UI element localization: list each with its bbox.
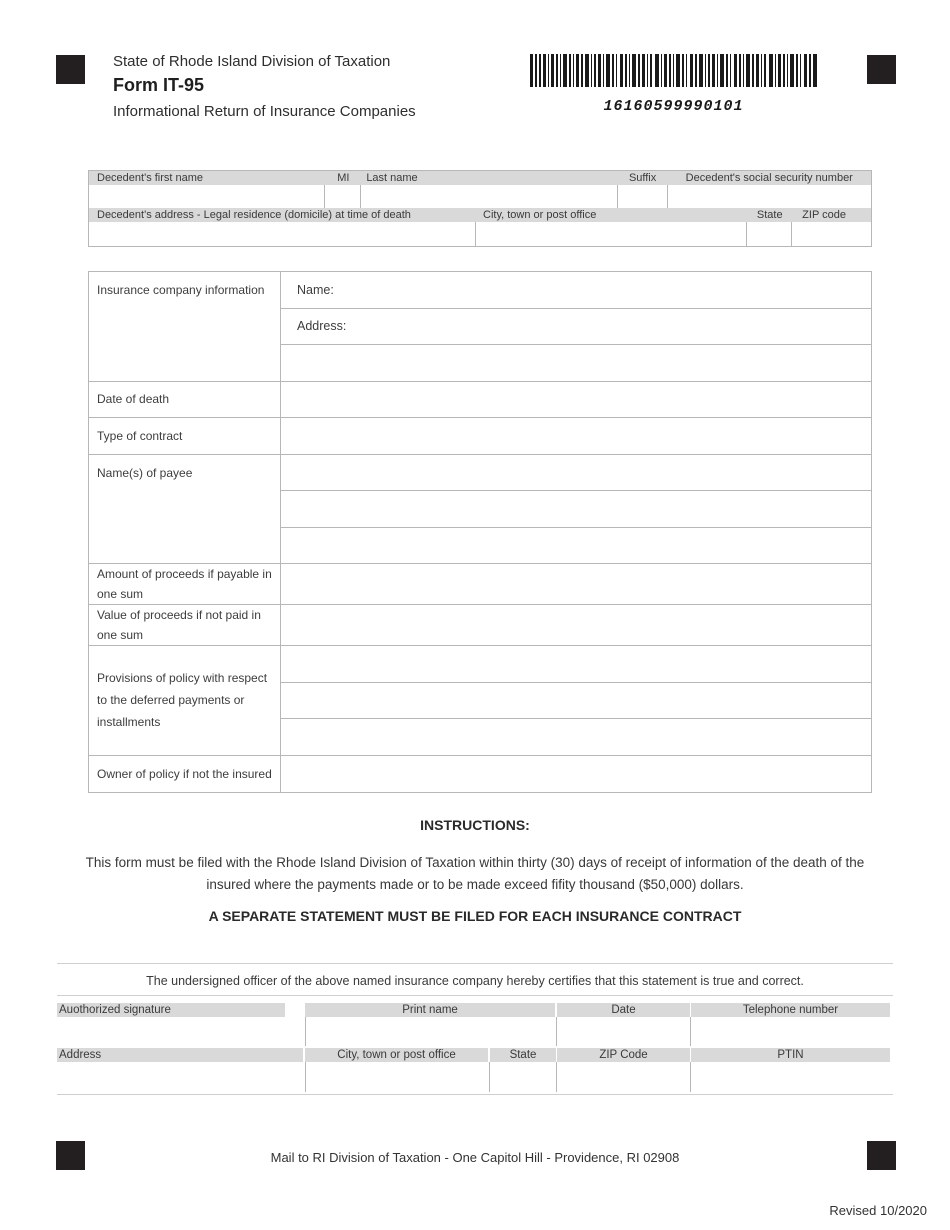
city-label: City, town or post office bbox=[483, 209, 597, 221]
date-field[interactable] bbox=[557, 1017, 690, 1046]
amount-label: Amount of proceeds if payable in one sum bbox=[89, 564, 281, 605]
first-name-label: Decedent's first name bbox=[97, 172, 204, 184]
agency-name: State of Rhode Island Division of Taxation bbox=[113, 53, 391, 70]
decedent-header-row-2 bbox=[89, 208, 871, 222]
print-name-field[interactable] bbox=[306, 1017, 556, 1046]
sig-address-label: Address bbox=[57, 1048, 303, 1062]
decedent-address-field[interactable] bbox=[89, 222, 476, 246]
type-of-contract-field[interactable] bbox=[281, 418, 871, 455]
barcode-number: 16160599990101 bbox=[603, 98, 744, 115]
signature-field[interactable] bbox=[57, 1017, 305, 1046]
sig-city-label: City, town or post office bbox=[305, 1048, 488, 1062]
provisions-field-1[interactable] bbox=[281, 646, 871, 683]
suffix-field[interactable] bbox=[618, 185, 668, 208]
instructions-body: This form must be filed with the Rhode Island Division of Taxation within thirty (30) days of receipt of information of the death of the insured where the payments made or to be made exceed fifity thousand ($50,000) dollars. bbox=[85, 855, 865, 892]
divider-line bbox=[57, 995, 893, 996]
form-header bbox=[113, 53, 416, 120]
amount-field[interactable] bbox=[281, 564, 871, 605]
print-name-label: Print name bbox=[305, 1003, 555, 1017]
date-of-death-field[interactable] bbox=[281, 382, 871, 419]
type-of-contract-label: Type of contract bbox=[89, 418, 281, 455]
provisions-field-2[interactable] bbox=[281, 683, 871, 720]
registration-mark-top-right bbox=[867, 55, 896, 84]
state-field[interactable] bbox=[747, 222, 792, 246]
signature-header-row-1 bbox=[57, 1003, 893, 1017]
owner-label: Owner of policy if not the insured bbox=[89, 756, 281, 793]
sig-city-field[interactable] bbox=[306, 1062, 489, 1092]
company-address-field[interactable] bbox=[281, 309, 871, 346]
certification-statement: The undersigned officer of the above named insurance company hereby certifies that this statement is true and correct. bbox=[146, 974, 804, 988]
zip-field[interactable] bbox=[792, 222, 871, 246]
decedent-input-row-1 bbox=[89, 185, 871, 208]
separate-statement-note: A SEPARATE STATEMENT MUST BE FILED FOR EACH INSURANCE CONTRACT bbox=[208, 908, 742, 924]
value-label: Value of proceeds if not paid in one sum bbox=[89, 605, 281, 646]
registration-mark-top-left bbox=[56, 55, 85, 84]
decedent-input-row-2 bbox=[89, 222, 871, 246]
divider-line bbox=[57, 1094, 893, 1095]
decedent-table bbox=[88, 170, 872, 247]
state-label: State bbox=[756, 209, 783, 221]
company-info-label: Insurance company information bbox=[89, 272, 281, 382]
city-field[interactable] bbox=[476, 222, 747, 246]
value-field[interactable] bbox=[281, 605, 871, 646]
signature-input-row-1 bbox=[57, 1017, 893, 1046]
date-label: Date bbox=[557, 1003, 690, 1017]
mi-field[interactable] bbox=[325, 185, 361, 208]
signature-header-row-2 bbox=[57, 1048, 893, 1062]
divider-line bbox=[57, 963, 893, 964]
provisions-field-3[interactable] bbox=[281, 719, 871, 756]
payee-field-2[interactable] bbox=[281, 491, 871, 528]
company-address-field-label: Address: bbox=[297, 319, 347, 334]
telephone-field[interactable] bbox=[691, 1017, 893, 1046]
ptin-field[interactable] bbox=[691, 1062, 893, 1092]
owner-field[interactable] bbox=[281, 756, 871, 793]
form-number: Form IT-95 bbox=[113, 75, 205, 95]
company-name-field[interactable] bbox=[281, 272, 871, 309]
suffix-label: Suffix bbox=[628, 172, 657, 184]
authorized-signature-label: Auothorized signature bbox=[57, 1003, 285, 1017]
date-of-death-label: Date of death bbox=[89, 382, 281, 419]
form-title: Informational Return of Insurance Companies bbox=[113, 103, 416, 120]
payee-field-1[interactable] bbox=[281, 455, 871, 492]
ptin-label: PTIN bbox=[691, 1048, 890, 1062]
last-name-label: Last name bbox=[366, 172, 418, 184]
decedent-header-row-1 bbox=[89, 171, 871, 185]
mailing-instruction: Mail to RI Division of Taxation - One Capitol Hill - Providence, RI 02908 bbox=[270, 1150, 680, 1165]
payee-field-3[interactable] bbox=[281, 528, 871, 565]
sig-state-field[interactable] bbox=[490, 1062, 556, 1092]
last-name-field[interactable] bbox=[361, 185, 617, 208]
first-name-field[interactable] bbox=[89, 185, 325, 208]
decedent-address-label: Decedent's address - Legal residence (domicile) at time of death bbox=[97, 209, 411, 221]
revision-date: Revised 10/2020 bbox=[829, 1203, 927, 1218]
ssn-field[interactable] bbox=[668, 185, 871, 208]
provisions-label: Provisions of policy with respect to the deferred payments or installments bbox=[89, 646, 281, 756]
company-address2-field[interactable] bbox=[281, 345, 871, 382]
barcode-block bbox=[530, 54, 817, 115]
telephone-label: Telephone number bbox=[691, 1003, 890, 1017]
sig-state-label: State bbox=[490, 1048, 556, 1062]
sig-zip-label: ZIP Code bbox=[557, 1048, 690, 1062]
barcode-icon bbox=[530, 54, 817, 87]
sig-zip-field[interactable] bbox=[557, 1062, 690, 1092]
instructions-heading: INSTRUCTIONS: bbox=[420, 817, 530, 833]
zip-label: ZIP code bbox=[802, 209, 846, 221]
mi-label: MI bbox=[337, 172, 350, 184]
company-name-field-label: Name: bbox=[297, 282, 334, 297]
payee-label: Name(s) of payee bbox=[89, 455, 281, 565]
sig-address-field[interactable] bbox=[57, 1062, 305, 1092]
signature-input-row-2 bbox=[57, 1062, 893, 1092]
ssn-label: Decedent's social security number bbox=[685, 172, 853, 184]
insurance-info-table bbox=[88, 271, 872, 793]
